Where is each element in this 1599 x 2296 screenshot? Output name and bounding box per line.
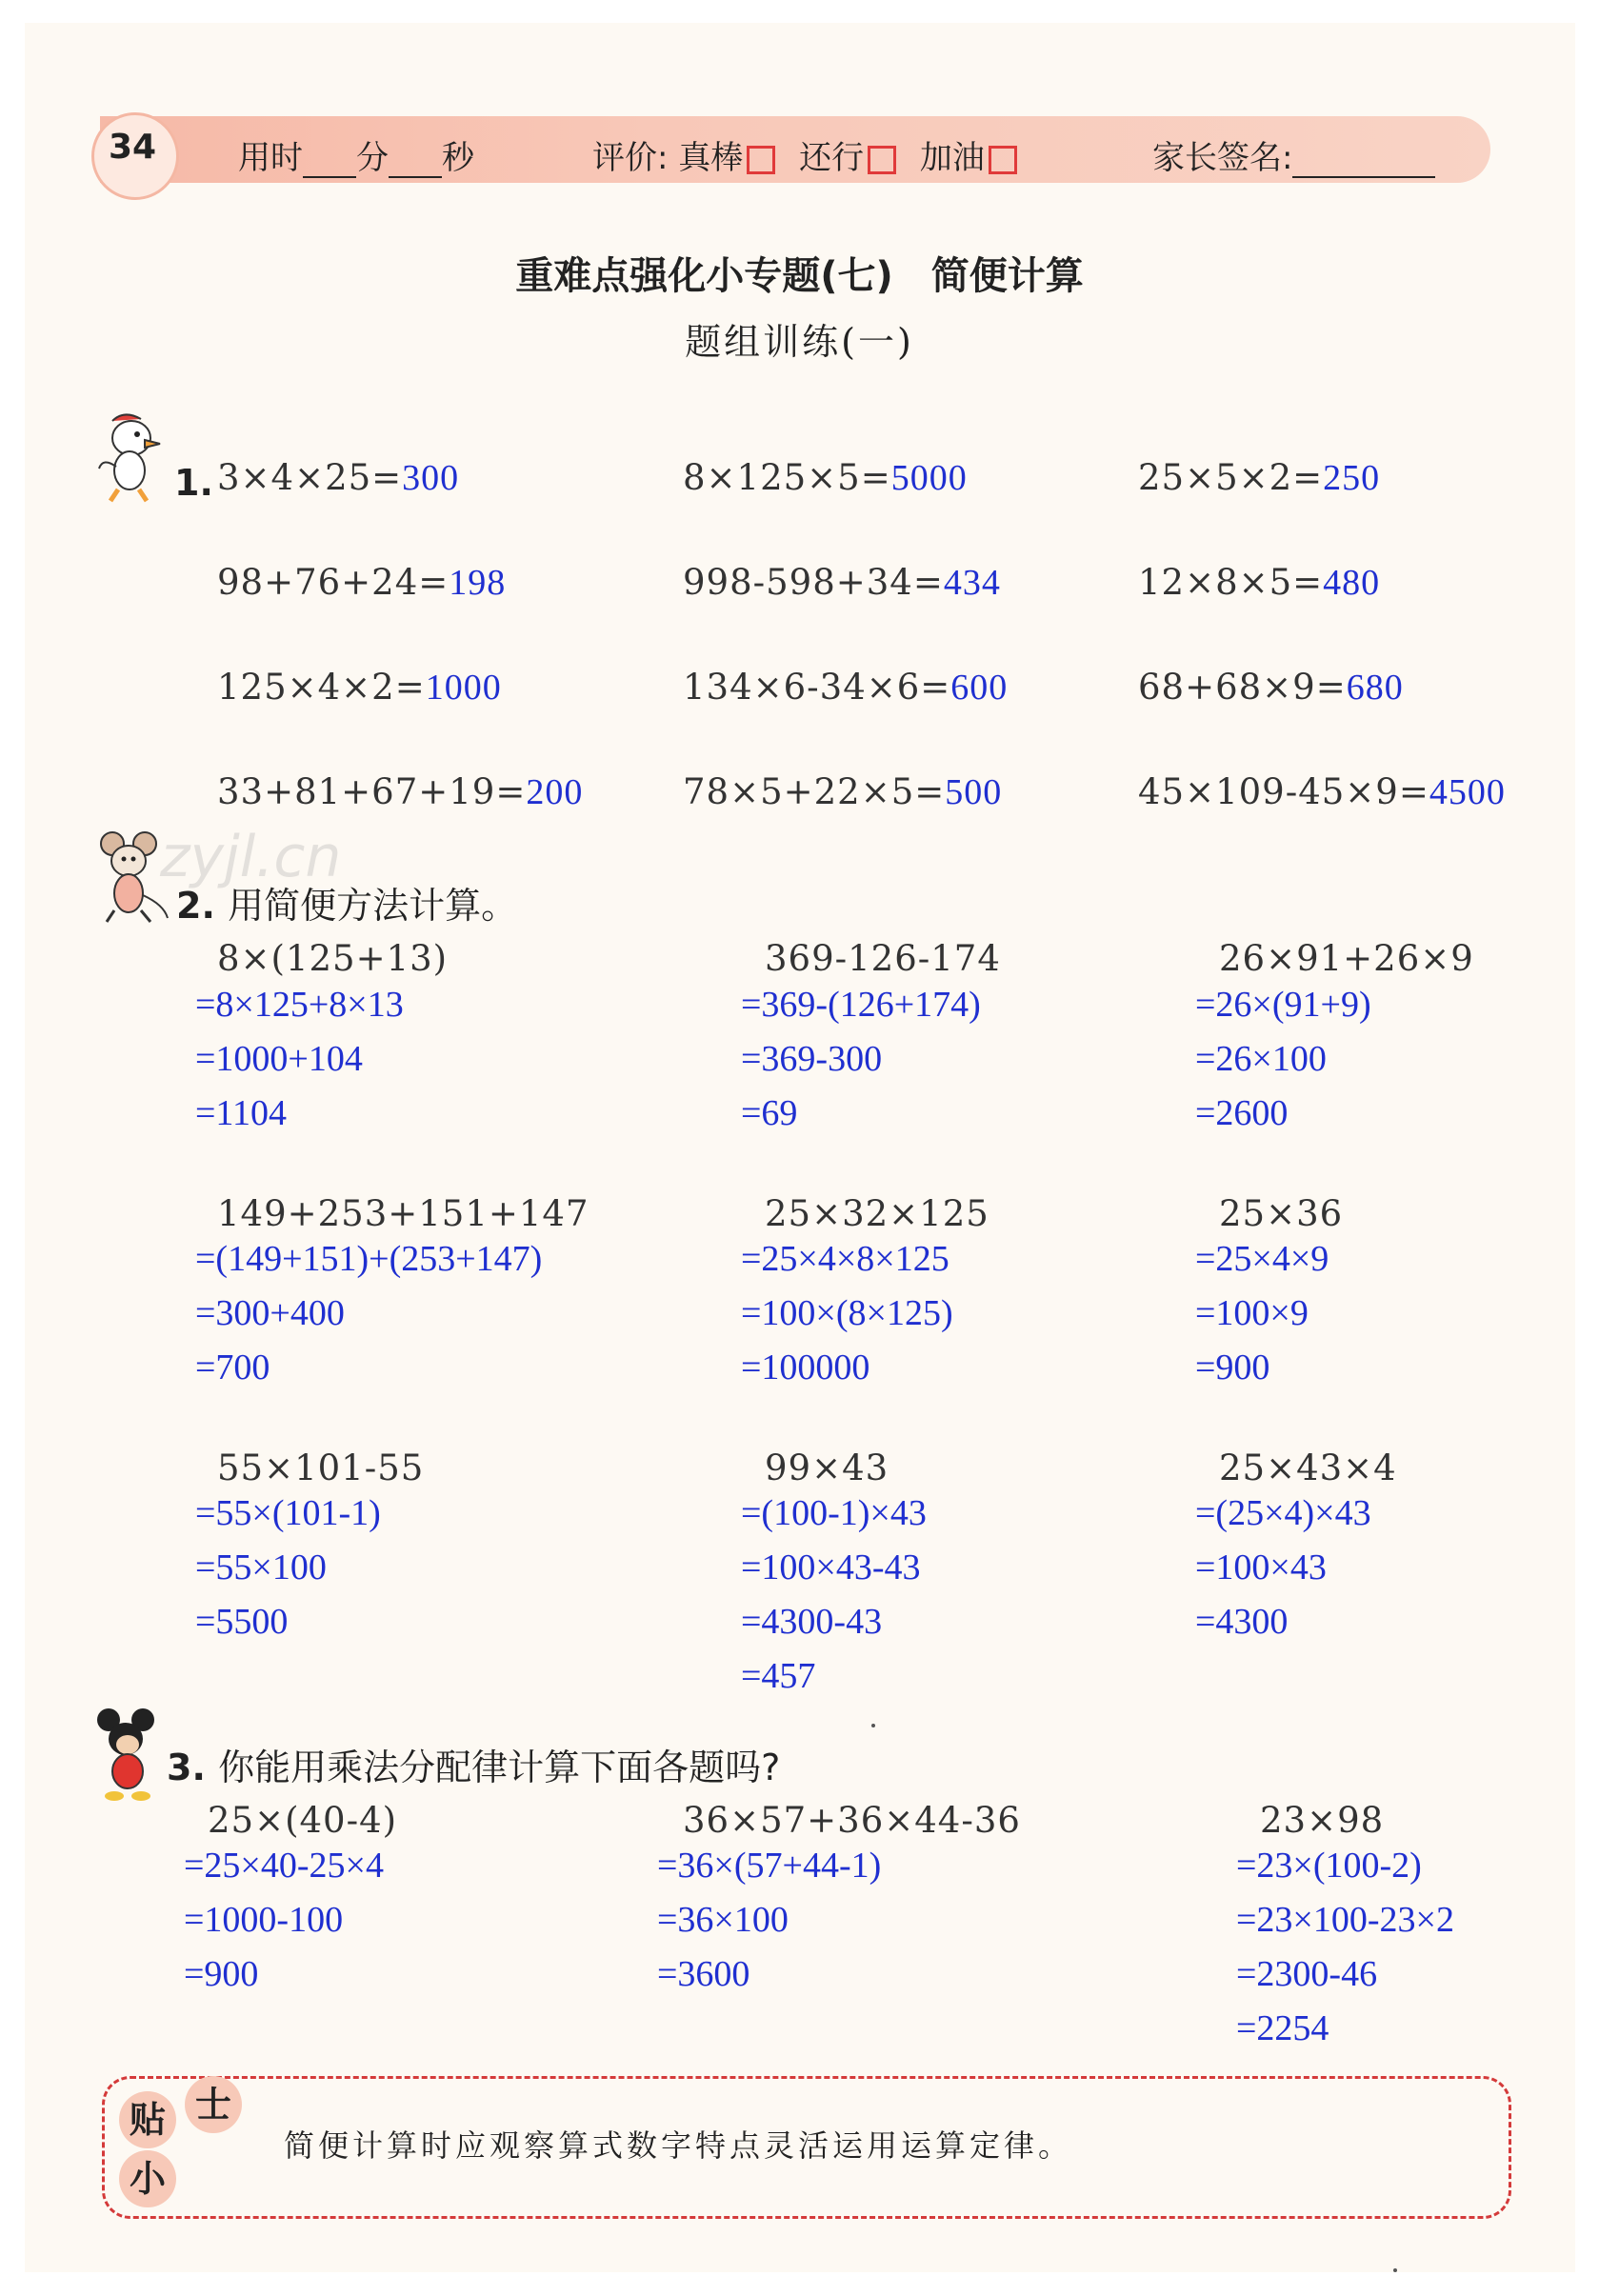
q1-problem: 12×8×5=480 — [1138, 562, 1381, 603]
parent-sign-blank[interactable] — [1292, 148, 1435, 178]
q2-step: =8×125+8×13 — [195, 985, 404, 1025]
q1-answer: 600 — [950, 668, 1009, 708]
parent-sign-label: 家长签名: — [1152, 139, 1293, 177]
q1-problem: 998-598+34=434 — [683, 562, 1001, 603]
q2-problem: 25×32×125 — [765, 1193, 989, 1234]
q2-step: =(100-1)×43 — [741, 1493, 927, 1533]
minute-blank[interactable] — [303, 148, 356, 178]
page-number: 34 — [108, 128, 157, 167]
q2-step: =900 — [1195, 1348, 1270, 1388]
q1-answer: 5000 — [890, 458, 968, 498]
time-field — [238, 131, 474, 178]
q3-step: =1000-100 — [184, 1900, 344, 1940]
tip-badge-2: 士 — [185, 2076, 242, 2133]
q2-problem: 99×43 — [765, 1447, 889, 1488]
q3-step: =23×(100-2) — [1236, 1846, 1422, 1886]
rating-option-2: 还行 — [799, 139, 865, 177]
page-subtitle: 题组训练(一) — [685, 321, 914, 363]
q2-step: =55×100 — [195, 1547, 327, 1587]
q2-step: =26×100 — [1195, 1039, 1327, 1079]
q3-problem: 23×98 — [1260, 1800, 1385, 1841]
q1-answer: 1000 — [425, 668, 502, 708]
speck — [871, 1724, 875, 1727]
q2-step: =(149+151)+(253+147) — [195, 1239, 543, 1279]
duck-mascot-icon — [95, 409, 162, 505]
q3-problem: 36×57+36×44-36 — [683, 1800, 1021, 1841]
q1-problem: 68+68×9=680 — [1138, 667, 1404, 708]
q1-answer: 500 — [945, 772, 1003, 812]
q3-text: 你能用乘法分配律计算下面各题吗? — [218, 1747, 781, 1788]
watermark: zyjl.cn — [160, 824, 342, 890]
rating-option-1: 真棒 — [678, 139, 744, 177]
q2-step: =55×(101-1) — [195, 1493, 381, 1533]
q2-problem: 25×43×4 — [1219, 1447, 1397, 1488]
q1-answer: 250 — [1323, 458, 1381, 498]
q2-step: =26×(91+9) — [1195, 985, 1371, 1025]
q2-step: =5500 — [195, 1602, 289, 1642]
q2-step: =69 — [741, 1093, 798, 1133]
q2-step: =(25×4)×43 — [1195, 1493, 1371, 1533]
q3-step: =3600 — [657, 1954, 750, 1994]
q1-problem: 78×5+22×5=500 — [683, 771, 1003, 812]
q1-answer: 434 — [943, 563, 1001, 603]
q1-problem: 98+76+24=198 — [217, 562, 507, 603]
q1-answer: 680 — [1346, 668, 1404, 708]
q1-problem: 3×4×25=300 — [217, 457, 460, 498]
q2-text: 用简便方法计算。 — [228, 885, 518, 927]
q2-step: =100×43 — [1195, 1547, 1327, 1587]
q3-step: =25×40-25×4 — [184, 1846, 384, 1886]
page-title: 重难点强化小专题(七) 简便计算 — [515, 254, 1084, 298]
time-label: 用时 — [238, 139, 303, 177]
q2-step: =300+400 — [195, 1293, 345, 1333]
rating-checkbox-3[interactable] — [989, 146, 1017, 174]
q1-problem: 33+81+67+19=200 — [217, 771, 584, 812]
q1-problem: 45×109-45×9=4500 — [1138, 771, 1506, 812]
q2-step: =25×4×9 — [1195, 1239, 1329, 1279]
rating-field — [592, 131, 1017, 178]
rating-checkbox-2[interactable] — [868, 146, 896, 174]
rating-checkbox-1[interactable] — [747, 146, 775, 174]
q2-step: =1000+104 — [195, 1039, 363, 1079]
q2-problem: 8×(125+13) — [217, 938, 449, 979]
q2-problem: 149+253+151+147 — [217, 1193, 590, 1234]
q3-number: 3. 你能用乘法分配律计算下面各题吗? — [167, 1747, 781, 1788]
second-blank[interactable] — [389, 148, 442, 178]
q2-number: 2. 用简便方法计算。 — [176, 885, 518, 927]
q1-problem: 134×6-34×6=600 — [683, 667, 1009, 708]
q1-problem: 125×4×2=1000 — [217, 667, 502, 708]
tip-badge-1: 贴 — [119, 2091, 176, 2148]
rating-label: 评价: — [592, 139, 669, 177]
q1-problem: 8×125×5=5000 — [683, 457, 968, 498]
tip-text: 简便计算时应观察算式数字特点灵活运用运算定律。 — [284, 2127, 1073, 2164]
q3-step: =2254 — [1236, 2008, 1329, 2048]
q2-problem: 55×101-55 — [217, 1447, 425, 1488]
q1-answer: 198 — [449, 563, 507, 603]
q1-answer: 200 — [526, 772, 584, 812]
q3-problem: 25×(40-4) — [208, 1800, 398, 1841]
tip-badge-3: 小 — [119, 2150, 176, 2207]
q2-step: =100×(8×125) — [741, 1293, 953, 1333]
q1-problem: 25×5×2=250 — [1138, 457, 1381, 498]
q2-step: =4300 — [1195, 1602, 1289, 1642]
q2-step: =100×9 — [1195, 1293, 1309, 1333]
q2-step: =100000 — [741, 1348, 870, 1388]
q2-step: =369-300 — [741, 1039, 883, 1079]
q1-answer: 300 — [402, 458, 460, 498]
q2-step: =2600 — [1195, 1093, 1289, 1133]
q3-step: =23×100-23×2 — [1236, 1900, 1454, 1940]
rating-option-3: 加油 — [919, 139, 985, 177]
q2-step: =4300-43 — [741, 1602, 883, 1642]
q1-number: 1. — [174, 462, 213, 504]
q2-step: =1104 — [195, 1093, 288, 1133]
q2-step: =100×43-43 — [741, 1547, 921, 1587]
second-label: 秒 — [442, 139, 474, 177]
minute-label: 分 — [356, 139, 389, 177]
q2-step: =369-(126+174) — [741, 985, 981, 1025]
q2-problem: 26×91+26×9 — [1219, 938, 1474, 979]
parent-signature-field — [1152, 131, 1435, 178]
q1-answer: 4500 — [1429, 772, 1506, 812]
q3-step: =36×100 — [657, 1900, 789, 1940]
q3-step: =2300-46 — [1236, 1954, 1378, 1994]
q1-answer: 480 — [1323, 563, 1381, 603]
mickey-mascot-icon — [95, 1707, 162, 1802]
q2-problem: 369-126-174 — [765, 938, 1001, 979]
q2-problem: 25×36 — [1219, 1193, 1344, 1234]
q2-step: =457 — [741, 1656, 816, 1696]
q3-step: =36×(57+44-1) — [657, 1846, 882, 1886]
q2-step: =700 — [195, 1348, 270, 1388]
speck — [1393, 2268, 1397, 2272]
q2-step: =25×4×8×125 — [741, 1239, 949, 1279]
q3-step: =900 — [184, 1954, 259, 1994]
mouse-mascot-icon — [95, 829, 171, 924]
